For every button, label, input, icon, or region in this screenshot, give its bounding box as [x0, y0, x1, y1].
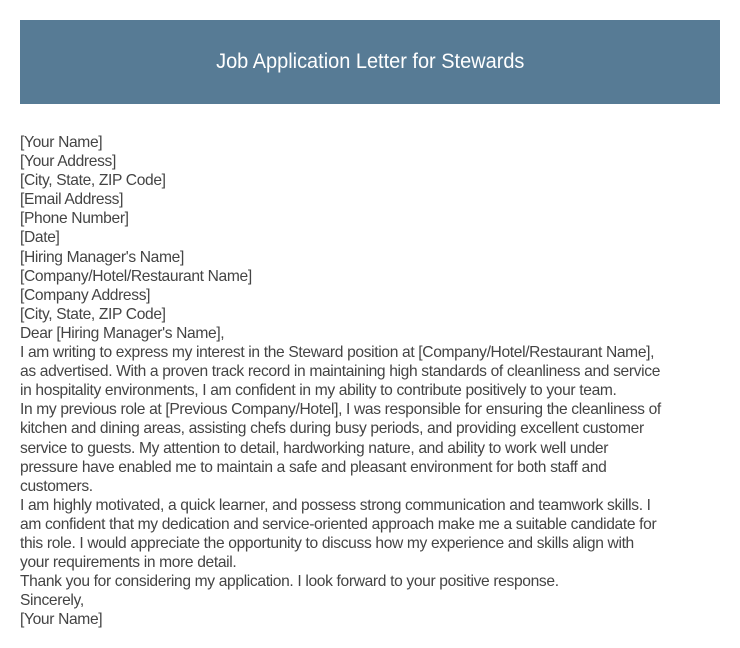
paragraph-line: I am writing to express my interest in the Steward position at [Company/Hotel/Restaurant Name],	[20, 344, 655, 362]
recipient-hiring-manager: [Hiring Manager's Name]	[20, 248, 184, 266]
paragraph-line: this role. I would appreciate the opportunity to discuss how my experience and skills align with	[20, 534, 634, 552]
paragraph-line: Thank you for considering my application. I look forward to your positive response.	[20, 573, 559, 591]
letter-body	[20, 133, 720, 629]
sender-city-state-zip: [City, State, ZIP Code]	[20, 172, 166, 190]
paragraph-line: in hospitality environments, I am confident in my ability to contribute positively to your team.	[20, 382, 617, 400]
sender-phone: [Phone Number]	[20, 210, 129, 228]
paragraph-line: service to guests. My attention to detail, hardworking nature, and ability to work well under	[20, 439, 609, 457]
paragraph-qualities	[20, 496, 720, 572]
sender-name: [Your Name]	[20, 134, 103, 151]
page-header	[20, 20, 720, 104]
salutation: Dear [Hiring Manager's Name],	[20, 324, 225, 342]
recipient-company-address: [Company Address]	[20, 286, 151, 304]
page-title: Job Application Letter for Stewards	[215, 50, 525, 73]
paragraph-line: kitchen and dining areas, assisting chefs during busy periods, and providing excellent customer	[20, 420, 644, 438]
closing: Sincerely,	[20, 592, 84, 610]
signature: [Your Name]	[20, 611, 103, 629]
sender-address: [Your Address]	[20, 153, 116, 171]
paragraph-line: your requirements in more detail.	[20, 554, 237, 572]
paragraph-line: customers.	[20, 477, 93, 495]
paragraph-line: as advertised. With a proven track record in maintaining high standards of cleanliness and service	[20, 363, 661, 381]
paragraph-line: I am highly motivated, a quick learner, and possess strong communication and teamwork skills. I	[20, 496, 651, 514]
recipient-city-state-zip: [City, State, ZIP Code]	[20, 305, 166, 323]
paragraph-line: In my previous role at [Previous Company/Hotel], I was responsible for ensuring the cleanliness of	[20, 401, 661, 419]
sender-email: [Email Address]	[20, 191, 124, 209]
paragraph-line: am confident that my dedication and service-oriented approach make me a suitable candidate for	[20, 515, 657, 533]
sender-block	[20, 133, 720, 228]
recipient-block	[20, 248, 720, 324]
paragraph-experience	[20, 400, 720, 495]
paragraph-thanks	[20, 572, 720, 591]
recipient-company: [Company/Hotel/Restaurant Name]	[20, 267, 252, 285]
paragraph-intro	[20, 343, 720, 400]
letter-date: [Date]	[20, 229, 60, 247]
paragraph-line: pressure have enabled me to maintain a safe and pleasant environment for both staff and	[20, 458, 607, 476]
